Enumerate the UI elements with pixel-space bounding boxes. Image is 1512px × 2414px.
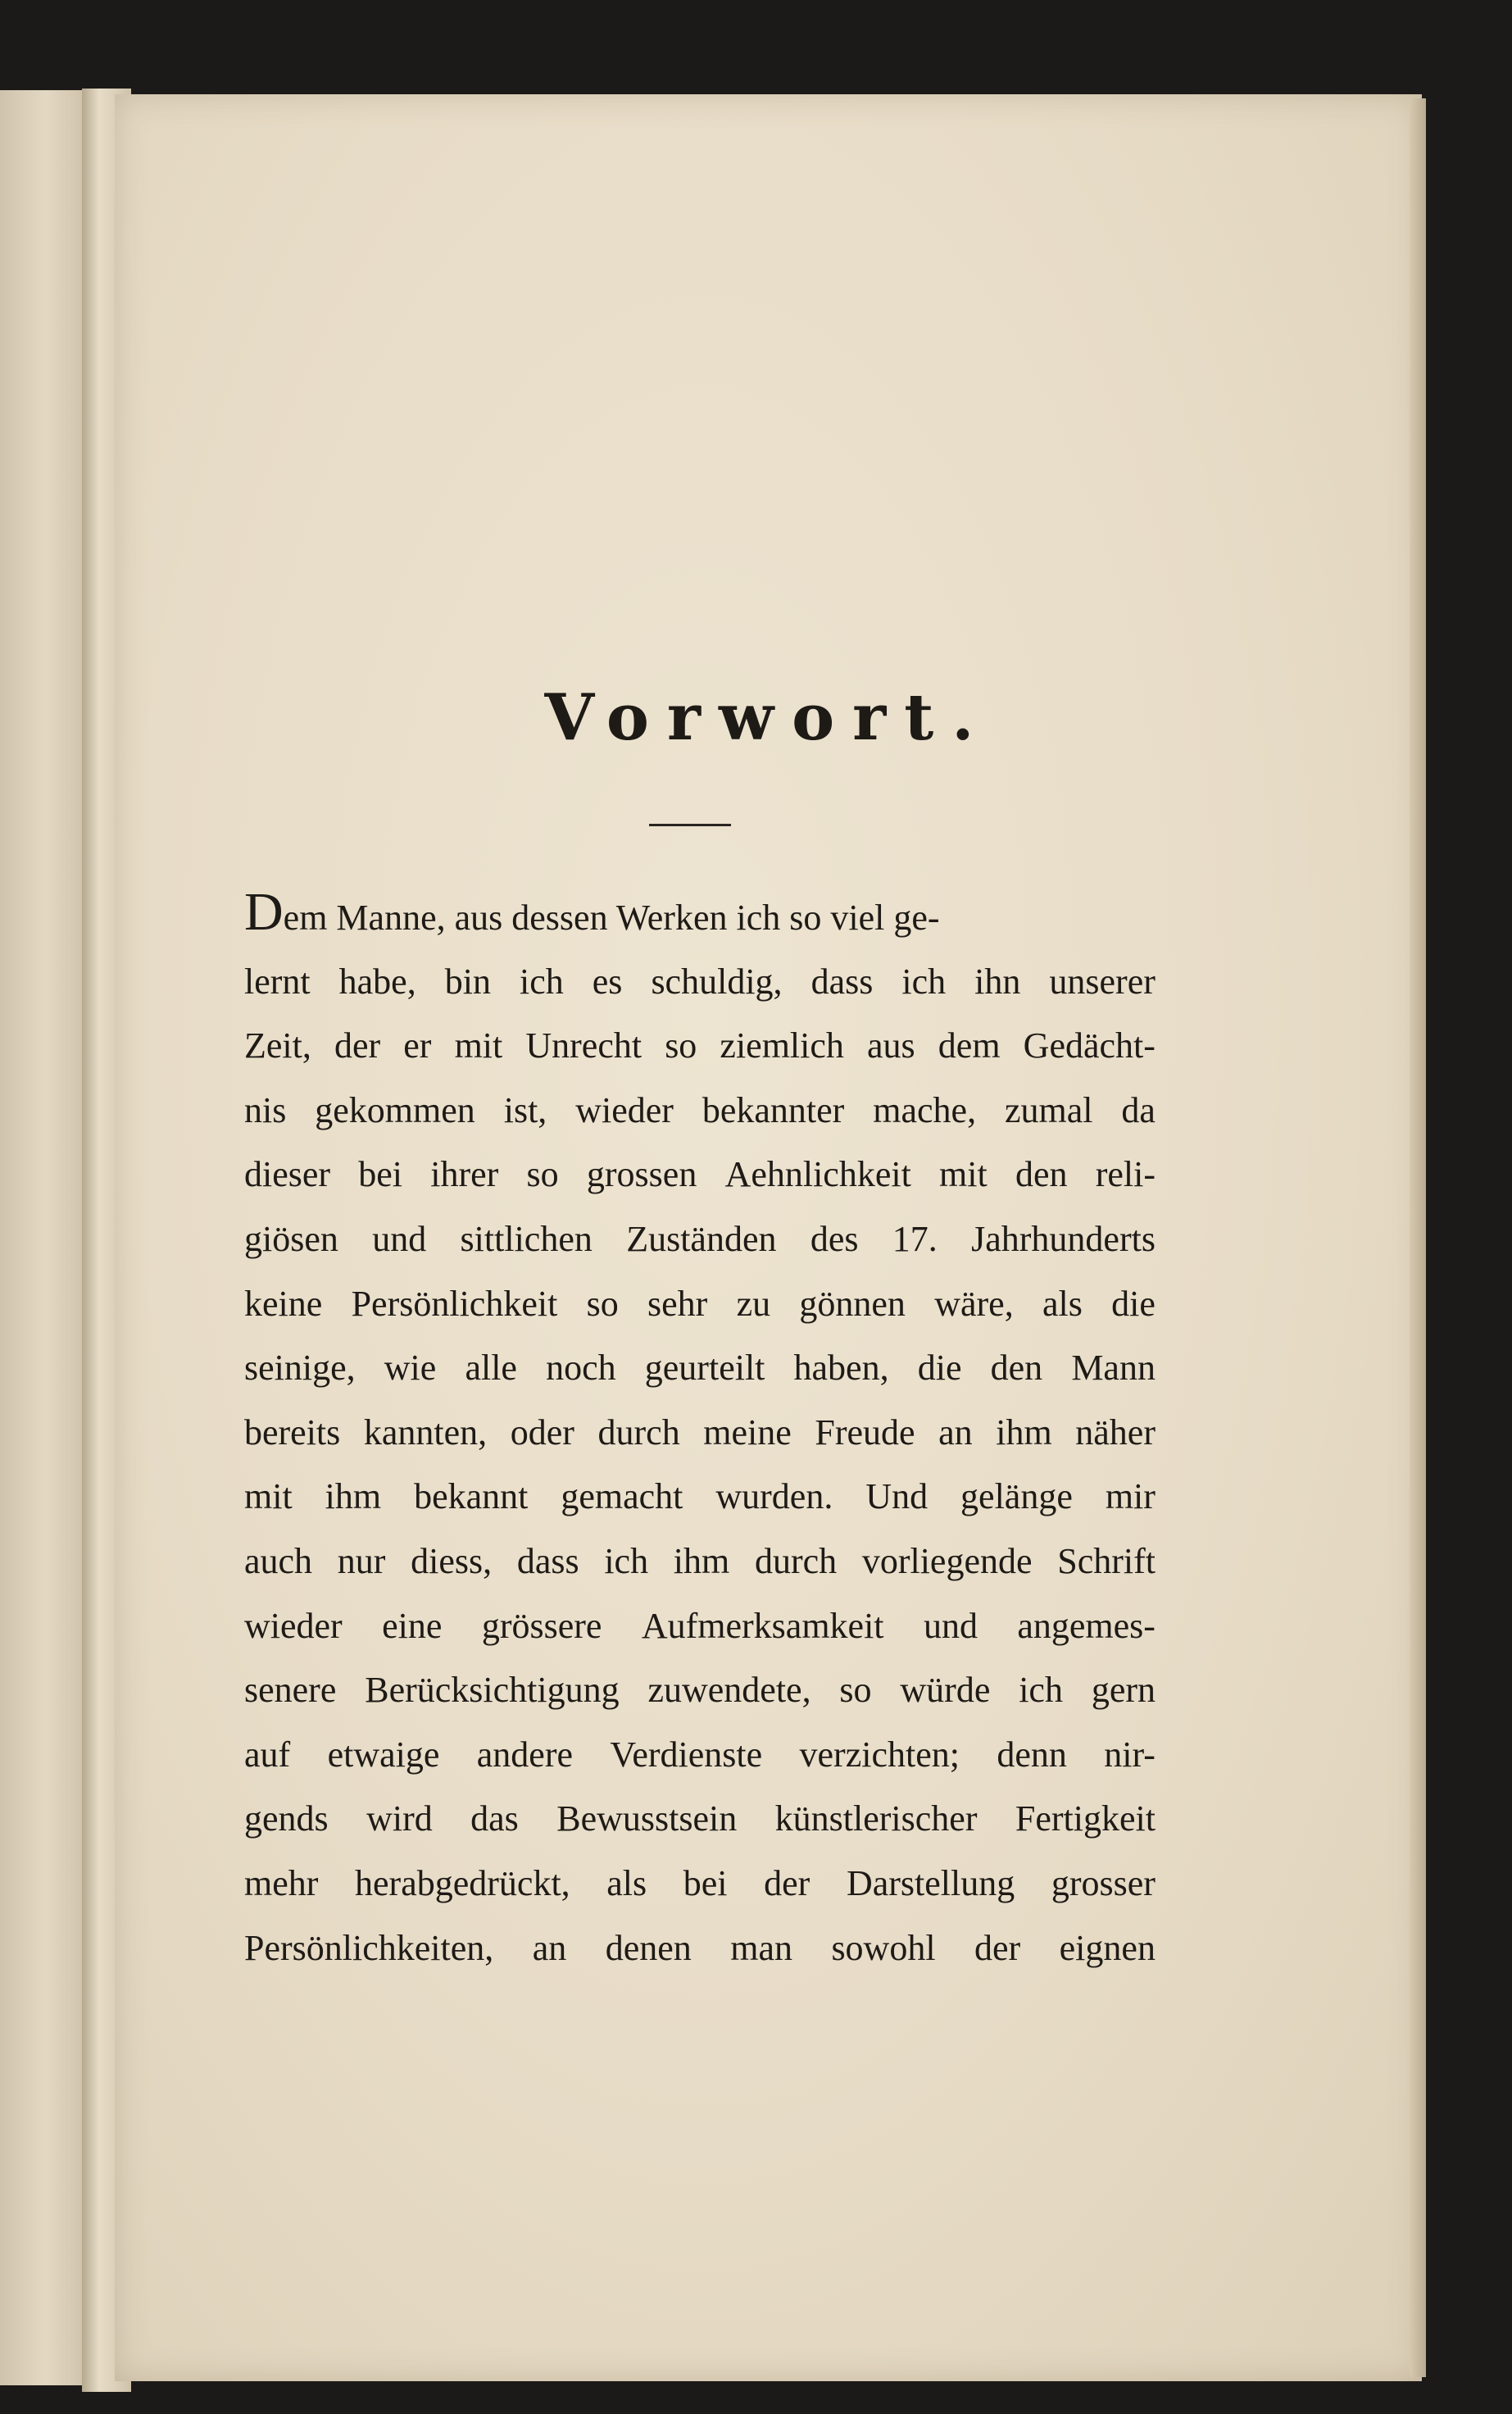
text-line: Zeit, der er mit Unrecht so ziemlich aus dem Gedächt- <box>244 1025 1156 1066</box>
text-line: auch nur diess, dass ich ihm durch vorliegende Schrift <box>244 1540 1156 1581</box>
text-line: mit ihm bekannt gemacht wurden. Und gelänge mir <box>244 1476 1156 1517</box>
page-heading: Vorwort. <box>544 680 992 755</box>
text-line: bereits kannten, oder durch meine Freude an ihm näher <box>244 1412 1156 1452</box>
initial-letter: D <box>244 882 284 942</box>
text-line: gends wird das Bewusstsein künstlerischer Fertigkeit <box>244 1798 1156 1839</box>
text-line: giösen und sittlichen Zuständen des 17. Jahrhunderts <box>244 1218 1156 1259</box>
text-line: lernt habe, bin ich es schuldig, dass ich ihn unserer <box>244 961 1156 1002</box>
preface-paragraph <box>244 882 1156 1980</box>
page-fore-edge <box>1410 98 1426 2377</box>
text-line: seinige, wie alle noch geurteilt haben, die den Mann <box>244 1348 1156 1389</box>
text-line: nis gekommen ist, wieder bekannter mache, zumal da <box>244 1089 1156 1130</box>
heading-divider <box>649 824 731 826</box>
text-line: senere Berücksichtigung zuwendete, so würde ich gern <box>244 1670 1156 1711</box>
text-line: mehr herabgedrückt, als bei der Darstellung grosser <box>244 1862 1156 1903</box>
text-line: keine Persönlichkeit so sehr zu gönnen wäre, als die <box>244 1283 1156 1324</box>
first-line-rest: em Manne, aus dessen Werken ich so viel ge- <box>283 898 940 938</box>
text-line <box>244 882 1156 950</box>
text-line: wieder eine grössere Aufmerksamkeit und angemes- <box>244 1605 1156 1646</box>
first-line <box>244 882 940 950</box>
previous-page-edge <box>0 90 93 2385</box>
text-line: Persönlichkeiten, an denen man sowohl der eignen <box>244 1927 1156 1968</box>
text-line: dieser bei ihrer so grossen Aehnlichkeit mit den reli- <box>244 1154 1156 1195</box>
text-line: auf etwaige andere Verdienste verzichten; denn nir- <box>244 1734 1156 1775</box>
